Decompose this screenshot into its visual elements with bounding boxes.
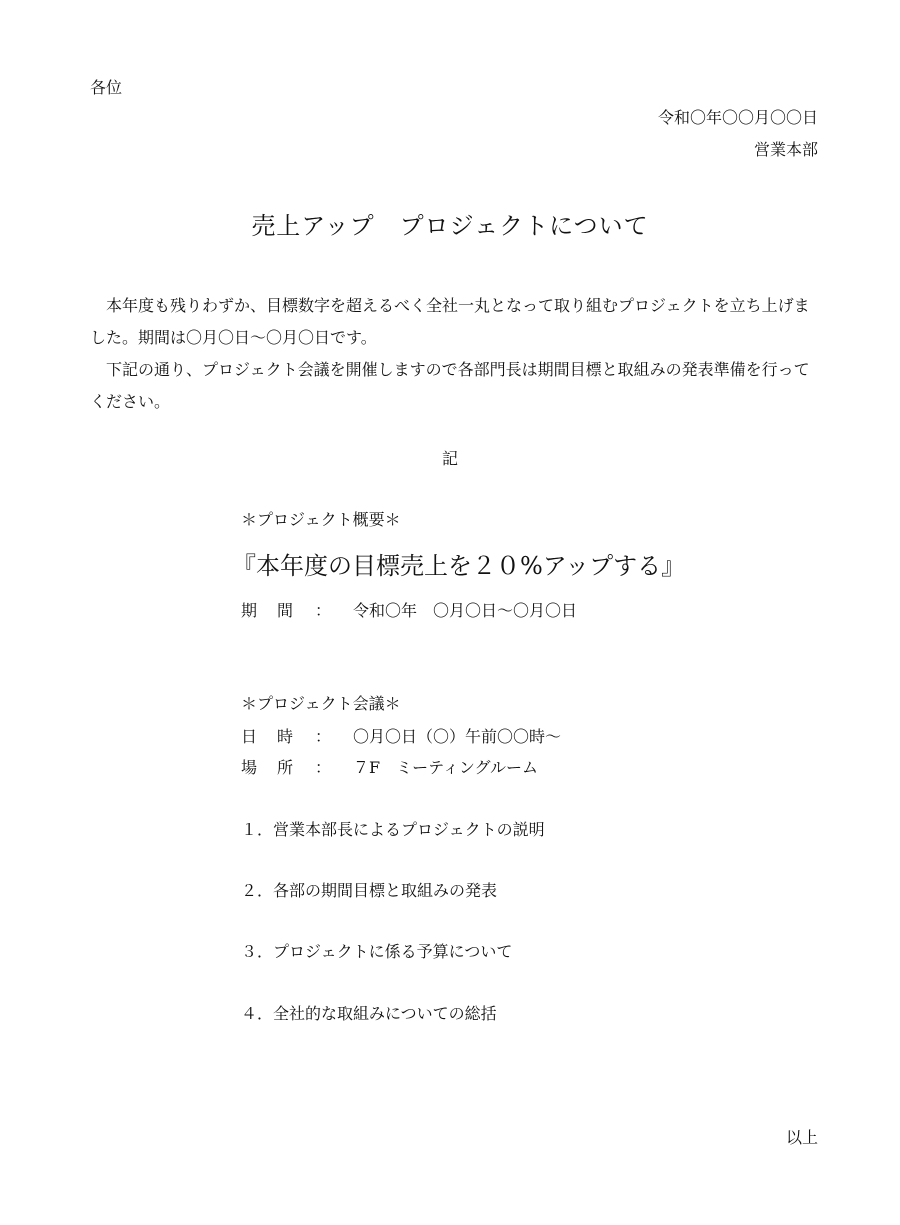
document-body: [90, 290, 820, 418]
period-value: 令和〇年 〇月〇日～〇月〇日: [353, 601, 578, 620]
agenda-item-4: ４．全社的な取組みについての総括: [241, 1004, 497, 1023]
closing-mark: 以上: [785, 1128, 818, 1147]
meeting-heading: ＊プロジェクト会議＊: [241, 694, 401, 713]
period-colon: ：: [315, 601, 332, 620]
period-row: [241, 600, 577, 622]
document-date: 令和〇年〇〇月〇〇日: [657, 108, 818, 127]
place-label: 場所: [241, 758, 314, 777]
body-paragraph-1: 本年度も残りわずか、目標数字を超えるべく全社一丸となって取り組むプロジェクトを立ち上げました。期間は〇月〇日～〇月〇日です。: [90, 296, 810, 347]
datetime-colon: ：: [315, 727, 332, 746]
body-paragraph-2: 下記の通り、プロジェクト会議を開催しますので各部門長は期間目標と取組みの発表準備を行ってください。: [90, 360, 810, 411]
issuing-department: 営業本部: [753, 140, 818, 159]
datetime-value: 〇月〇日（〇）午前〇〇時～: [353, 727, 562, 746]
place-row: [241, 757, 538, 779]
agenda-item-1: １．営業本部長によるプロジェクトの説明: [241, 820, 545, 839]
overview-heading: ＊プロジェクト概要＊: [241, 510, 401, 529]
document-title: 売上アップ プロジェクトについて: [251, 212, 649, 240]
addressee: 各位: [90, 78, 123, 97]
agenda-item-3: ３．プロジェクトに係る予算について: [241, 942, 513, 961]
place-colon: ：: [315, 758, 332, 777]
ki-marker: 記: [441, 449, 458, 468]
project-goal: 『本年度の目標売上を２０%アップする』: [232, 552, 686, 580]
agenda-item-2: ２．各部の期間目標と取組みの発表: [241, 881, 498, 900]
place-value: ７F ミーティングルーム: [353, 758, 539, 777]
datetime-label: 日時: [241, 727, 314, 746]
period-label: 期間: [241, 601, 314, 620]
datetime-row: [241, 726, 561, 748]
